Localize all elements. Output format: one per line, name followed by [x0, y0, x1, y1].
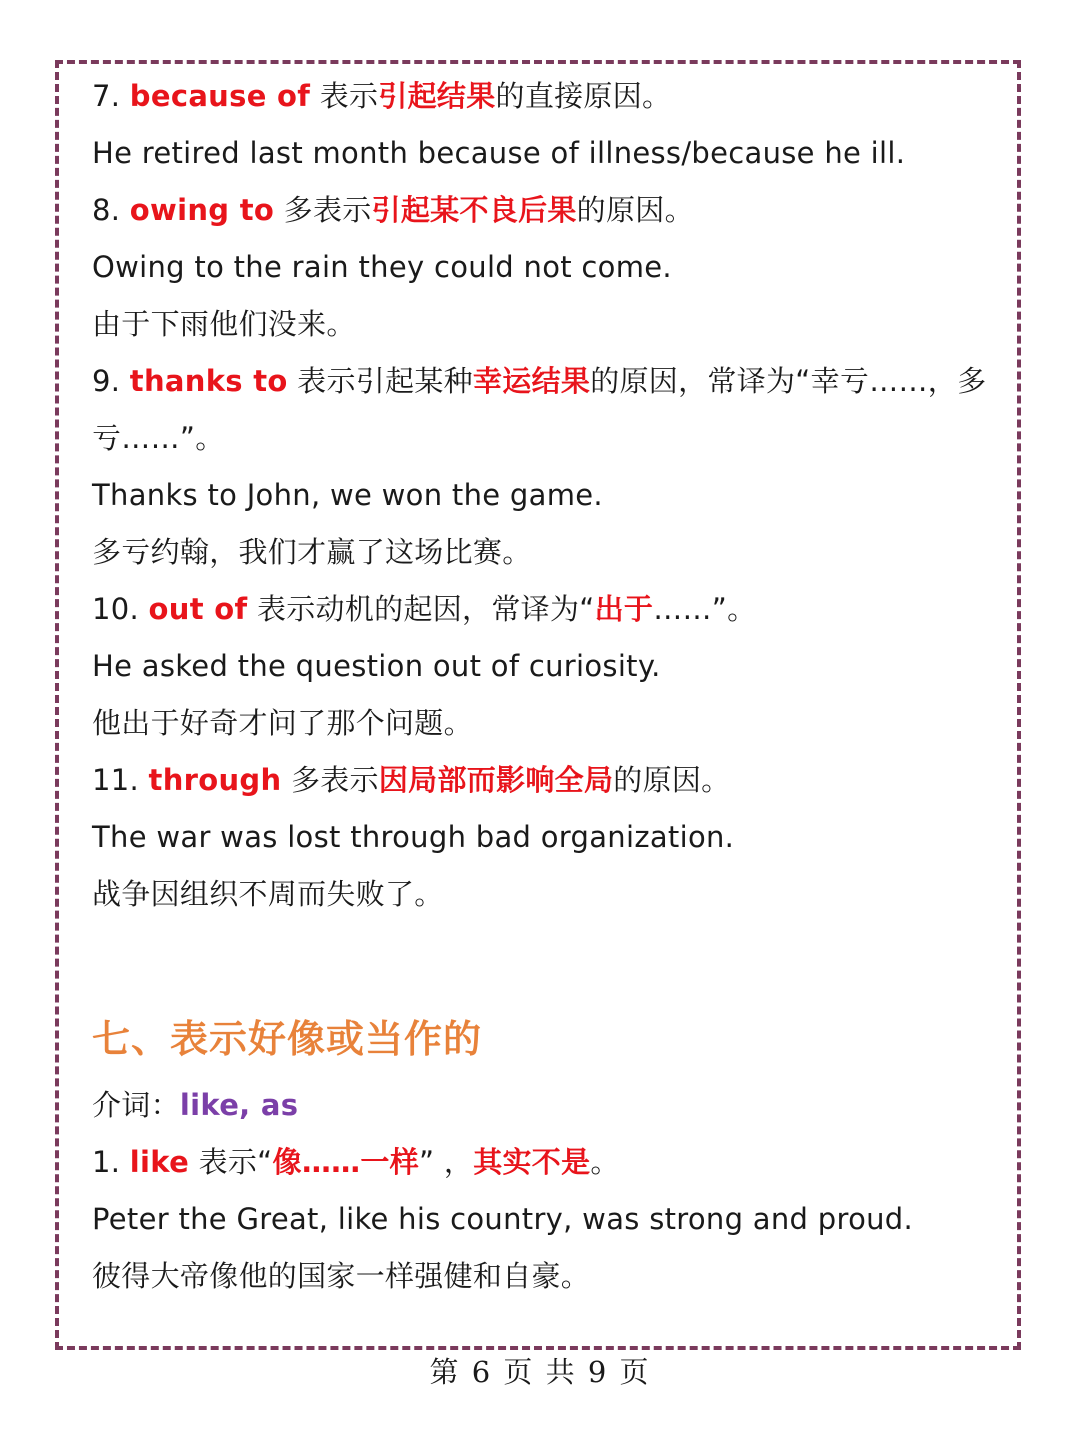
entry-7-heading — [92, 68, 1002, 125]
entry-text: 的直接原因。 — [495, 79, 672, 113]
entry-number: 9. — [92, 364, 130, 398]
entry-text: 多表示 — [281, 763, 379, 797]
entry-10-example: He asked the question out of curiosity. — [92, 649, 661, 683]
entry-8-translation: 由于下雨他们没来。 — [92, 307, 356, 341]
entry-text: 表示“ — [189, 1145, 273, 1179]
entry-highlight: 像……一样 — [272, 1145, 420, 1179]
entry-number: 1. — [92, 1145, 130, 1179]
entry-text: 表示动机的起因，常译为“ — [247, 592, 595, 626]
page-number-footer: 第 6 页 共 9 页 — [429, 1355, 651, 1389]
document-content — [92, 68, 1002, 1305]
entry-keyword: like — [129, 1145, 190, 1179]
prep-label: 介词： — [92, 1088, 180, 1122]
prep-words: like, as — [179, 1088, 299, 1122]
entry-highlight: 因局部而影响全局 — [378, 763, 614, 797]
entry-text: ……”。 — [653, 592, 757, 626]
entry-8-example: Owing to the rain they could not come. — [92, 250, 672, 284]
entry-11-heading — [92, 752, 1002, 809]
entry-11-translation: 战争因组织不周而失败了。 — [92, 877, 444, 911]
entry-9-example: Thanks to John, we won the game. — [92, 478, 603, 512]
entry-text: 。 — [590, 1145, 620, 1179]
entry-text: ” ， — [419, 1145, 474, 1179]
entry-text: 的原因。 — [576, 193, 694, 227]
prep-line — [92, 1077, 1002, 1134]
entry-11-example: The war was lost through bad organization. — [92, 820, 735, 854]
entry-highlight: 引起结果 — [378, 79, 496, 113]
entry-keyword: because of — [129, 79, 311, 113]
section-heading: 七、表示好像或当作的 — [92, 1017, 483, 1061]
entry-keyword: thanks to — [129, 364, 288, 398]
entry-keyword: owing to — [129, 193, 275, 227]
entry-number: 8. — [92, 193, 130, 227]
entry-8-heading — [92, 182, 1002, 239]
entry-text: 多表示 — [274, 193, 372, 227]
entry-10-heading — [92, 581, 1002, 638]
entry-highlight: 幸运结果 — [472, 364, 591, 398]
entry-number: 10. — [92, 592, 149, 626]
entry-keyword: out of — [148, 592, 248, 626]
entry-7-example: He retired last month because of illness/because he ill. — [92, 136, 906, 170]
entry-text: 表示 — [310, 79, 379, 113]
like-example: Peter the Great, like his country, was strong and proud. — [92, 1202, 914, 1236]
entry-text: 的原因，常译为“幸亏……，多亏……”。 — [92, 364, 987, 455]
like-translation: 彼得大帝像他的国家一样强健和自豪。 — [92, 1259, 591, 1293]
like-heading — [92, 1134, 1002, 1191]
entry-number: 11. — [92, 763, 149, 797]
entry-highlight-2: 其实不是 — [473, 1145, 591, 1179]
entry-highlight: 出于 — [594, 592, 654, 626]
entry-text: 的原因。 — [613, 763, 731, 797]
entry-keyword: through — [148, 763, 282, 797]
entry-number: 7. — [92, 79, 130, 113]
entry-text: 表示引起某种 — [287, 364, 473, 398]
entry-highlight: 引起某不良后果 — [371, 193, 577, 227]
entry-10-translation: 他出于好奇才问了那个问题。 — [92, 706, 473, 740]
entry-9-heading — [92, 353, 1002, 467]
entry-9-translation: 多亏约翰，我们才赢了这场比赛。 — [92, 535, 532, 569]
